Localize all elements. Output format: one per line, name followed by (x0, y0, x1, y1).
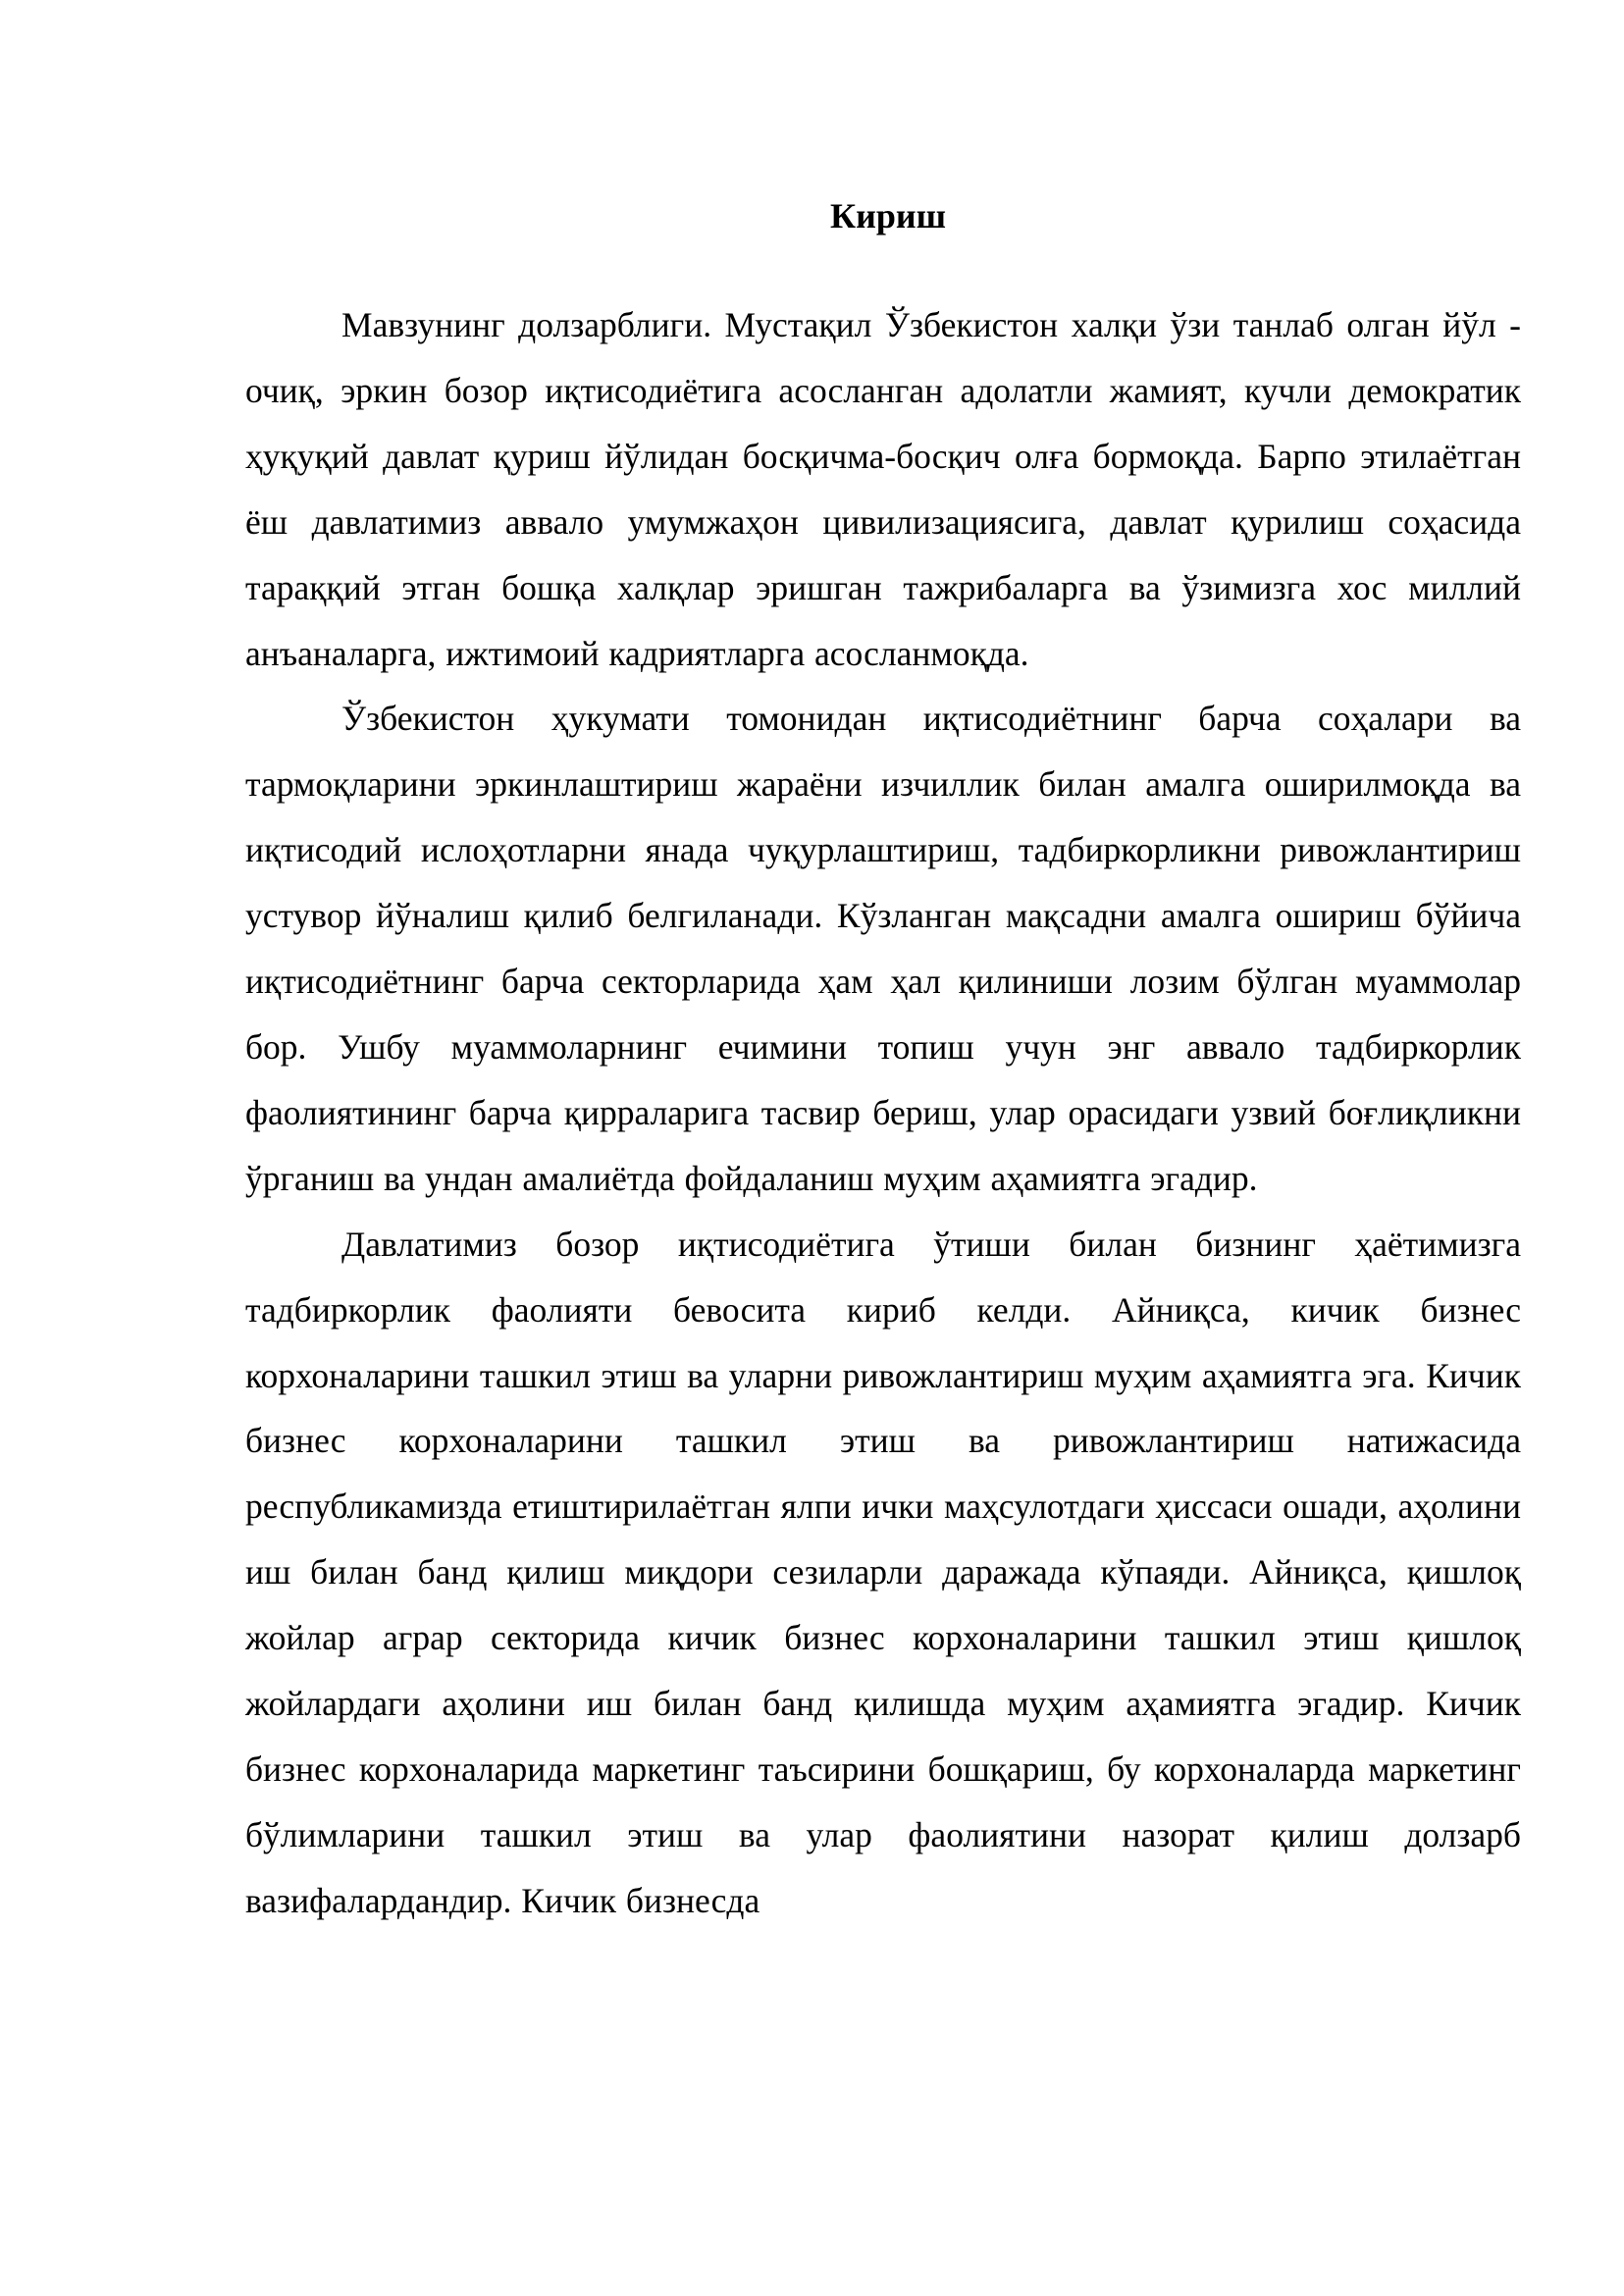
paragraph-small-business: Давлатимиз бозор иқтисодиётига ўтиши билан бизнинг ҳаётимизга тадбиркорлик фаолияти бевосита кириб келди. Айниқса, кичик бизнес корхоналарини ташкил этиш ва уларни ривожлантириш муҳим аҳамиятга эга. Кичик бизнес корхоналарини ташкил этиш ва ривожлантириш натижасида республикамизда етиштирилаётган ялпи ички маҳсулотдаги ҳиссаси ошади, аҳолини иш билан банд қилиш миқдори сезиларли даражада кўпаяди. Айниқса, қишлоқ жойлар аграр секторида кичик бизнес корхоналарини ташкил этиш қишлоқ жойлардаги аҳолини иш билан банд қилишда муҳим аҳамиятга эгадир. Кичик бизнес корхоналарида маркетинг таъсирини бошқариш, бу корхоналарда маркетинг бўлимларини ташкил этиш ва улар фаолиятини назорат қилиш долзарб вазифалардандир. Кичик бизнесда (245, 1224, 1521, 1920)
paragraph-government: Ўзбекистон ҳукумати томонидан иқтисодиётнинг барча соҳалари ва тармоқларини эркинлаштириш жараёни изчиллик билан амалга оширилмоқда ва иқтисодий ислоҳотларни янада чуқурлаштириш, тадбиркорликни ривожлантириш устувор йўналиш қилиб белгиланади. Кўзланган мақсадни амалга ошириш бўйича иқтисодиётнинг барча секторларида ҳам ҳал қилиниши лозим бўлган муаммолар бор. Ушбу муаммоларнинг ечимини топиш учун энг аввало тадбиркорлик фаолиятининг барча қирраларига тасвир бериш, улар орасидаги узвий боғлиқликни ўрганиш ва ундан амалиётда фойдаланиш муҳим аҳамиятга эгадир. (245, 699, 1521, 1198)
paragraph-relevance: Мавзунинг долзарблиги. Мустақил Ўзбекистон халқи ўзи танлаб олган йўл - очиқ, эркин бозор иқтисодиётига асосланган адолатли жамият, кучли демократик ҳуқуқий давлат қуриш йўлидан босқичма-босқич олға бормоқда. Барпо этилаётган ёш давлатимиз аввало умумжаҳон цивилизациясига, давлат қурилиш соҳасида тараққий этган бошқа халқлар эришган тажрибаларга ва ўзимизга хос миллий анъаналарга, ижтимоий кадриятларга асосланмоқда. (245, 305, 1521, 673)
page-title: Кириш (829, 196, 946, 235)
body-text (245, 292, 1521, 1934)
